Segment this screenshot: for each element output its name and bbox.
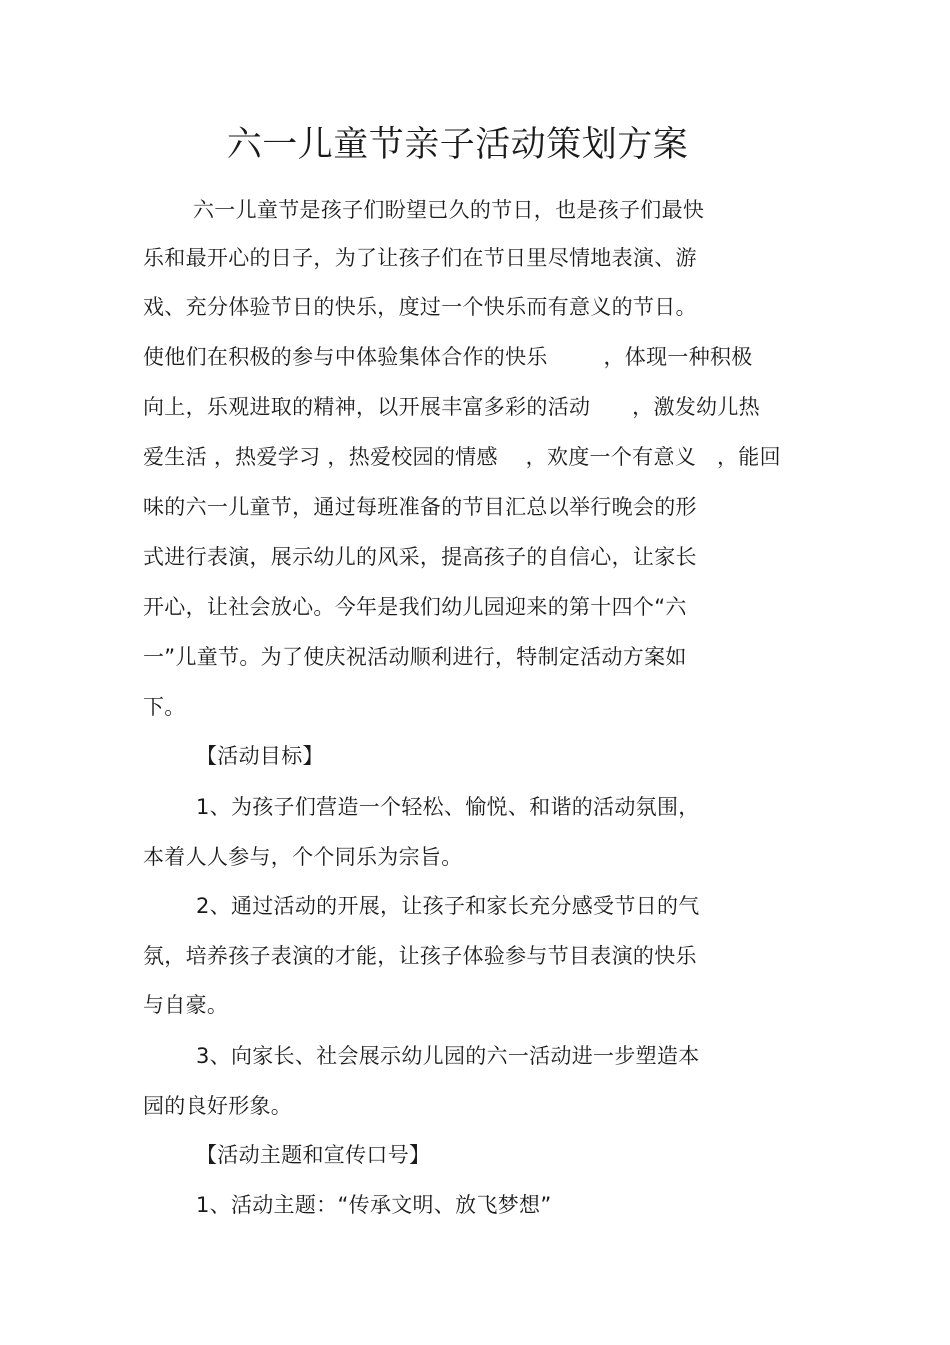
intro-line: 六一儿童节是孩子们盼望已久的节日，也是孩子们最快 [193, 198, 705, 222]
theme-item-1: 1、活动主题：“传承文明、放飞梦想” [196, 1193, 552, 1217]
goal-item-3-line: 3、向家长、社会展示幼儿园的六一活动进一步塑造本 [196, 1044, 700, 1068]
section-heading-goals: 【活动目标】 [196, 744, 324, 768]
goal-item-1-line: 本着人人参与，个个同乐为宗旨。 [143, 845, 463, 869]
goal-item-3-line: 园的良好形象。 [143, 1094, 293, 1118]
intro-line: 开心，让社会放心。今年是我们幼儿园迎来的第十四个“六 [143, 595, 687, 619]
intro-line: 使他们在积极的参与中体验集体合作的快乐 ，体现一种积极 [143, 345, 753, 369]
goal-item-1-line: 1、为孩子们营造一个轻松、愉悦、和谐的活动氛围， [196, 795, 700, 819]
section-heading-theme: 【活动主题和宣传口号】 [196, 1143, 431, 1167]
intro-line: 向上，乐观进取的精神，以开展丰富多彩的活动 ，激发幼儿热 [143, 395, 760, 419]
goal-item-2-line: 2、通过活动的开展，让孩子和家长充分感受节日的气 [196, 894, 700, 918]
intro-line: 味的六一儿童节，通过每班准备的节目汇总以举行晚会的形 [143, 495, 697, 519]
intro-line: 戏、充分体验节日的快乐，度过一个快乐而有意义的节日。 [143, 295, 697, 319]
goal-item-2-line: 与自豪。 [143, 993, 229, 1017]
goal-item-2-line: 氛，培养孩子表演的才能，让孩子体验参与节目表演的快乐 [143, 944, 697, 968]
intro-line: 一”儿童节。为了使庆祝活动顺利进行，特制定活动方案如 [143, 645, 687, 669]
intro-line: 下。 [143, 695, 186, 719]
intro-line: 爱生活 ，热爱学习 ，热爱校园的情感 ，欢度一个有意义 ，能回 [143, 445, 781, 469]
intro-line: 乐和最开心的日子，为了让孩子们在节日里尽情地表演、游 [143, 246, 697, 270]
intro-line: 式进行表演，展示幼儿的风采，提高孩子的自信心，让家长 [143, 545, 697, 569]
document-title: 六一儿童节亲子活动策划方案 [226, 125, 689, 165]
